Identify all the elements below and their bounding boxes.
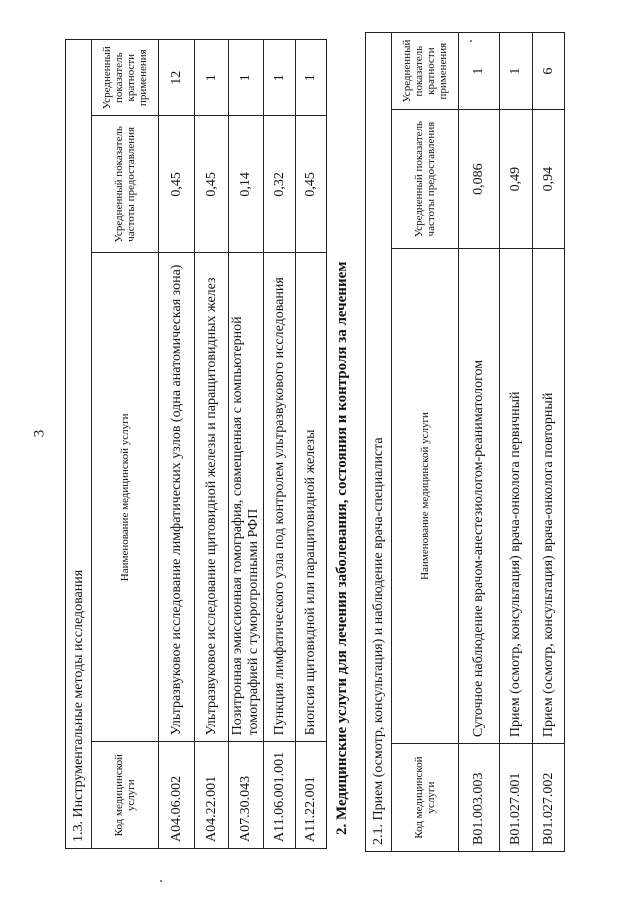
- frequency-value: 0,086: [459, 110, 500, 249]
- scan-speck: [470, 40, 472, 42]
- table-row: [533, 33, 565, 852]
- service-code: B01.027.002: [533, 744, 565, 852]
- service-name: Биопсия щитовидной или паращитовидной железы: [296, 253, 327, 742]
- header-multiplicity: Усредненный показатель кратности применения: [392, 33, 459, 110]
- frequency-value: 0,45: [296, 116, 327, 253]
- multiplicity-value: 12: [159, 40, 195, 116]
- frequency-value: 0,14: [229, 116, 264, 253]
- header-frequency: Усредненный показатель частоты предоставления: [92, 116, 159, 253]
- frequency-value: 0,49: [500, 110, 533, 249]
- table-row: [264, 40, 296, 849]
- section-heading: 2. Медицинские услуги для лечения заболевания, состояния и контроля за лечением: [334, 261, 350, 835]
- instrumental-methods-table: [65, 39, 327, 849]
- header-code: Код медицинской услуги: [92, 742, 159, 849]
- multiplicity-value: 1: [500, 33, 533, 110]
- service-code: A11.22.001: [296, 742, 327, 849]
- multiplicity-value: 1: [264, 40, 296, 116]
- header-code: Код медицинской услуги: [392, 744, 459, 852]
- service-name: Пункция лимфатического узла под контролем ультразвукового исследования: [264, 253, 296, 742]
- service-code: A11.06.001.001: [264, 742, 296, 849]
- table-section-title: 2.1. Прием (осмотр, консультация) и наблюдение врача-специалиста: [366, 33, 392, 852]
- frequency-value: 0,45: [195, 116, 229, 253]
- service-code: A04.06.002: [159, 742, 195, 849]
- scan-speck: [160, 880, 162, 882]
- frequency-value: 0,94: [533, 110, 565, 249]
- service-name: Ультразвуковое исследование щитовидной железы и паращитовидных желез: [195, 253, 229, 742]
- service-code: A07.30.043: [229, 742, 264, 849]
- table-row: [296, 40, 327, 849]
- header-name: Наименование медицинской услуги: [92, 253, 159, 742]
- page-number: 3: [31, 429, 48, 438]
- table-row: [500, 33, 533, 852]
- multiplicity-value: 1: [459, 33, 500, 110]
- multiplicity-value: 1: [195, 40, 229, 116]
- multiplicity-value: 1: [296, 40, 327, 116]
- table-row: [195, 40, 229, 849]
- table-section-title: 1.3. Инструментальные методы исследования: [66, 40, 92, 849]
- service-name: Прием (осмотр, консультация) врача-онколога повторный: [533, 248, 565, 743]
- multiplicity-value: 1: [229, 40, 264, 116]
- frequency-value: 0,32: [264, 116, 296, 253]
- header-name: Наименование медицинской услуги: [392, 248, 459, 743]
- multiplicity-value: 6: [533, 33, 565, 110]
- service-code: B01.027.001: [500, 744, 533, 852]
- service-name: Суточное наблюдение врачом-анестезиологом-реаниматологом: [459, 248, 500, 743]
- service-name: Ультразвуковое исследование лимфатических узлов (одна анатомическая зона): [159, 253, 195, 742]
- table-row: [159, 40, 195, 849]
- specialist-consultation-table: [365, 32, 565, 852]
- frequency-value: 0,45: [159, 116, 195, 253]
- service-code: B01.003.003: [459, 744, 500, 852]
- table-row: [459, 33, 500, 852]
- table-row: [229, 40, 264, 849]
- service-name: Прием (осмотр, консультация) врача-онколога первичный: [500, 248, 533, 743]
- header-multiplicity: Усредненный показатель кратности применения: [92, 40, 159, 116]
- service-code: A04.22.001: [195, 742, 229, 849]
- header-frequency: Усредненный показатель частоты предоставления: [392, 110, 459, 249]
- service-name: Позитронная эмиссионная томография, совмещенная с компьютерной томографией с туморотропными РФП: [229, 253, 264, 742]
